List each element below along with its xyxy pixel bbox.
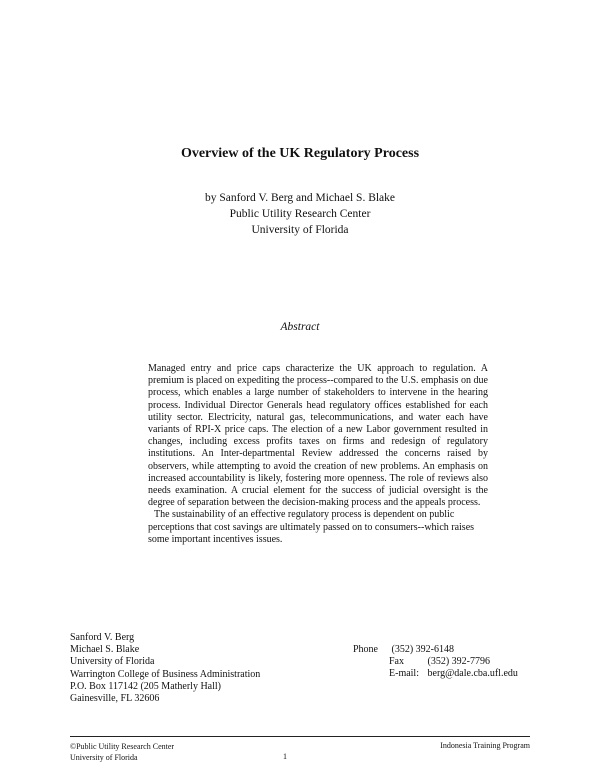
phone-row bbox=[353, 644, 593, 656]
footer-copyright: ©Public Utility Research Center bbox=[70, 742, 175, 751]
contact-details bbox=[353, 644, 593, 681]
address-line: Gainesville, FL 32606 bbox=[70, 693, 160, 705]
address-line: Warrington College of Business Administration bbox=[70, 668, 261, 680]
footer-university: University of Florida bbox=[70, 753, 138, 762]
email-row bbox=[353, 668, 593, 680]
fax-value: (352) 392-7796 bbox=[427, 656, 490, 668]
affiliation: Public Utility Research Center bbox=[229, 208, 371, 220]
phone-label: Phone bbox=[353, 644, 378, 655]
address-line: Michael S. Blake bbox=[70, 644, 140, 656]
address-line: P.O. Box 117142 (205 Matherly Hall) bbox=[70, 680, 222, 692]
mailing-address bbox=[70, 632, 350, 705]
abstract-heading: Abstract bbox=[280, 321, 320, 333]
address-line: Sanford V. Berg bbox=[70, 632, 135, 643]
email-value[interactable]: berg@dale.cba.ufl.edu bbox=[427, 668, 518, 680]
page-number: 1 bbox=[283, 752, 287, 761]
phone-value: (352) 392-6148 bbox=[391, 644, 454, 655]
address-line: University of Florida bbox=[70, 656, 155, 668]
fax-row bbox=[353, 656, 593, 668]
byline: by Sanford V. Berg and Michael S. Blake bbox=[204, 192, 396, 204]
abstract-paragraph-2: The sustainability of an effective regulatory process is dependent on public perceptions that cost savings are ultimately passed on to consumers--which raises some important incentives issues. bbox=[148, 509, 475, 545]
abstract-paragraph-1: Managed entry and price caps characterize the UK approach to regulation. A premium is placed on expediting the process--compared to the U.S. emphasis on due process, which enables a large number of stakeholders to intervene in the hearing process. Individual Director Generals head regulatory offices established for each utility sector. Electricity, natural gas, telecommunications, and water each have variants of RPI-X price caps. The election of a new Labor government resulted in changes, including excess profits taxes on firms and redesign of regulatory institutions. An Inter-departmental Review addressed the concerns raised by observers, while attempting to avoid the creation of new problems. An emphasis on increased accountability is likely, fostering more openness. The role of reviews also needs examination. A crucial element for the success of judicial oversight is the degree of separation between the decision-making process and the appeals process. bbox=[148, 363, 488, 509]
paper-title: Overview of the UK Regulatory Process bbox=[180, 146, 420, 161]
fax-label: Fax bbox=[389, 656, 404, 668]
author-block bbox=[0, 190, 600, 238]
footer-program: Indonesia Training Program bbox=[440, 741, 530, 750]
email-label: E-mail: bbox=[389, 668, 419, 680]
university: University of Florida bbox=[251, 224, 349, 236]
abstract-body bbox=[148, 363, 488, 546]
footer-divider bbox=[70, 736, 530, 737]
